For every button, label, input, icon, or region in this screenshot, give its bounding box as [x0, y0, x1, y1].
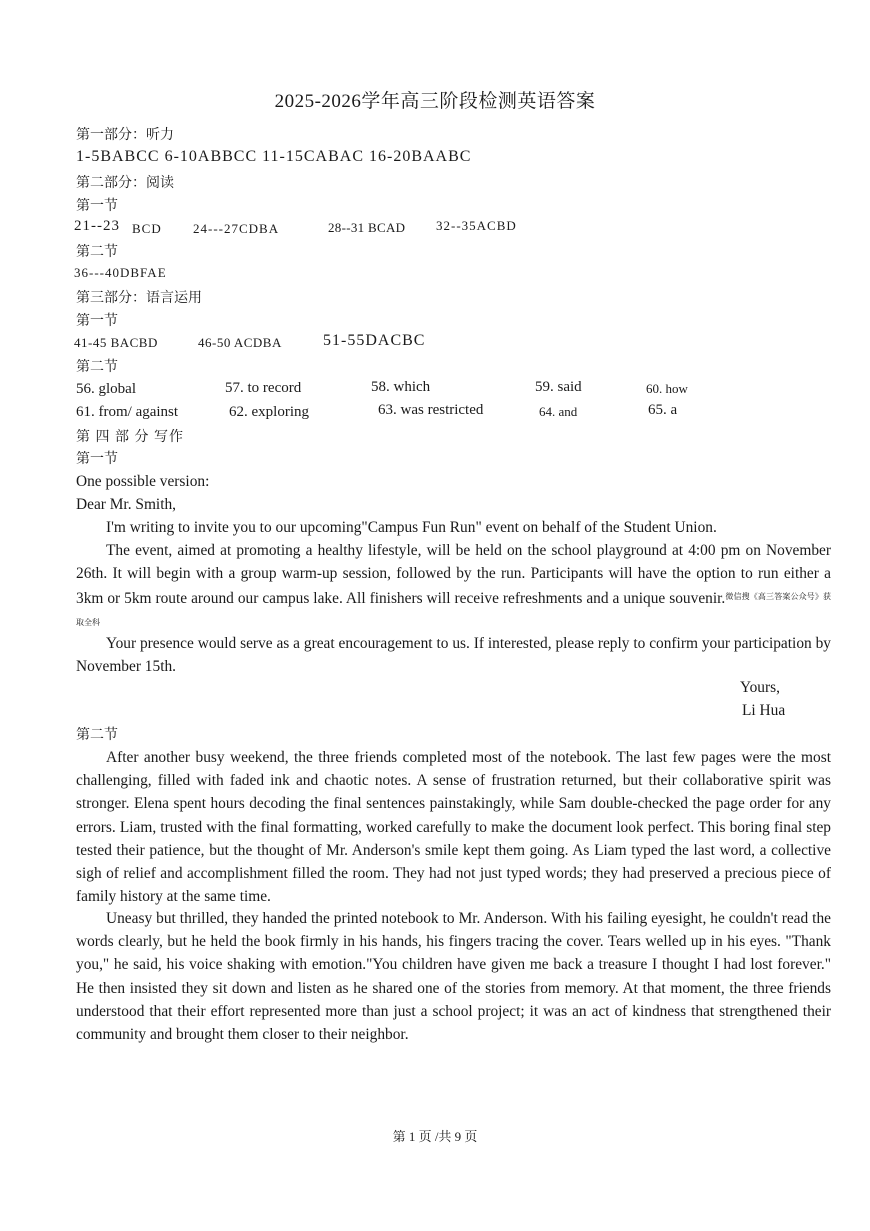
part2-answer-21-23-letters: BCD — [132, 221, 162, 236]
part2-answer-24-27: 24---27CDBA — [193, 221, 280, 236]
part4-heading: 第 四 部 分 写作 — [76, 430, 184, 445]
part3-section1-heading: 第一节 — [76, 314, 118, 329]
fill-answer-59: 59. said — [535, 379, 582, 395]
fill-answer-58: 58. which — [371, 379, 431, 395]
part2-answer-32-35: 32--35ACBD — [436, 218, 517, 233]
page-title: 2025-2026学年高三阶段检测英语答案 — [274, 91, 596, 112]
part4-section2-heading: 第二节 — [76, 728, 118, 743]
letter-paragraph-2-text: The event, aimed at promoting a healthy lifestyle, will be held on the school playground at 4:00 pm on November 26th. It will begin with a group warm-up session, followed by the run. Participants will have the option to run either a 3km or 5km route around our campus lake. All finishers will receive refreshments and a unique souvenir. — [76, 542, 831, 608]
fill-answer-62: 62. exploring — [229, 404, 309, 420]
part2-section2-answers: 36---40DBFAE — [74, 265, 167, 280]
letter-paragraph-2 — [76, 539, 831, 636]
fill-answer-60: 60. how — [646, 381, 688, 396]
part2-answer-28-31: 28--31 BCAD — [328, 220, 406, 235]
part3-section2-heading: 第二节 — [76, 360, 118, 375]
part1-answers: 1-5BABCC 6-10ABBCC 11-15CABAC 16-20BAABC — [76, 148, 472, 165]
letter-salutation: Dear Mr. Smith, — [76, 496, 177, 513]
part2-heading: 第二部分：阅读 — [76, 176, 174, 191]
story-paragraph-1: After another busy weekend, the three friends completed most of the notebook. The last few pages were the most challenging, filled with faded ink and chaotic notes. A sense of frustration returned, but their collaborative spirit was stronger. Elena spent hours decoding the final sentences painstakingly, while Sam double-checked the page order for any errors. Liam, trusted with the final formatting, worked carefully to make the document look perfect. This boring final step tested their patience, but the thought of Mr. Anderson's smile kept them going. As Liam typed the last word, a collective sigh of relief and accomplishment filled the room. They had not just typed words; they had preserved a precious piece of family history at the same time. — [76, 749, 831, 906]
fill-answer-57: 57. to record — [225, 380, 302, 396]
page-footer: 第 1 页 /共 9 页 — [392, 1129, 478, 1144]
fill-answer-64: 64. and — [539, 404, 578, 419]
part3-answer-46-50: 46-50 ACDBA — [198, 335, 282, 350]
letter-paragraph-1: I'm writing to invite you to our upcoming"Campus Fun Run" event on behalf of the Student Union. — [106, 519, 717, 536]
letter-closing: Yours, — [740, 679, 780, 696]
watermark-note: 微信搜《高三答案公众号》获取全科 — [76, 592, 831, 627]
fill-answer-56: 56. global — [76, 381, 136, 397]
part3-heading: 第三部分：语言运用 — [76, 291, 202, 306]
letter-signature: Li Hua — [742, 702, 786, 719]
part3-answer-51-55: 51-55DACBC — [323, 332, 426, 349]
part2-section1-heading: 第一节 — [76, 199, 118, 214]
fill-answer-65: 65. a — [648, 402, 678, 418]
part1-heading: 第一部分：听力 — [76, 128, 174, 143]
letter-paragraph-3: Your presence would serve as a great encouragement to us. If interested, please reply to confirm your participation by November 15th. — [76, 635, 831, 676]
version-intro: One possible version: — [76, 473, 210, 490]
part2-answer-21-23: 21--23 — [74, 218, 120, 234]
story-paragraph-2: Uneasy but thrilled, they handed the printed notebook to Mr. Anderson. With his failing eyesight, he couldn't read the words clearly, but he held the book firmly in his hands, his fingers tracing the cover. Tears welled up in his eyes. "Thank you," he said, his voice shaking with emotion."You children have given me back a treasure I thought I had lost forever." He then insisted they sit down and listen as he shared one of the stories from memory. At that moment, the three friends understood that their effort represented more than just a school project; it was an act of kindness that strengthened their community and brought them closer to their neighbor. — [76, 910, 831, 1044]
fill-answer-61: 61. from/ against — [76, 404, 179, 420]
part3-answer-41-45: 41-45 BACBD — [74, 335, 158, 350]
fill-answer-63: 63. was restricted — [378, 402, 484, 418]
part4-section1-heading: 第一节 — [76, 452, 118, 467]
part2-section2-heading: 第二节 — [76, 245, 118, 260]
